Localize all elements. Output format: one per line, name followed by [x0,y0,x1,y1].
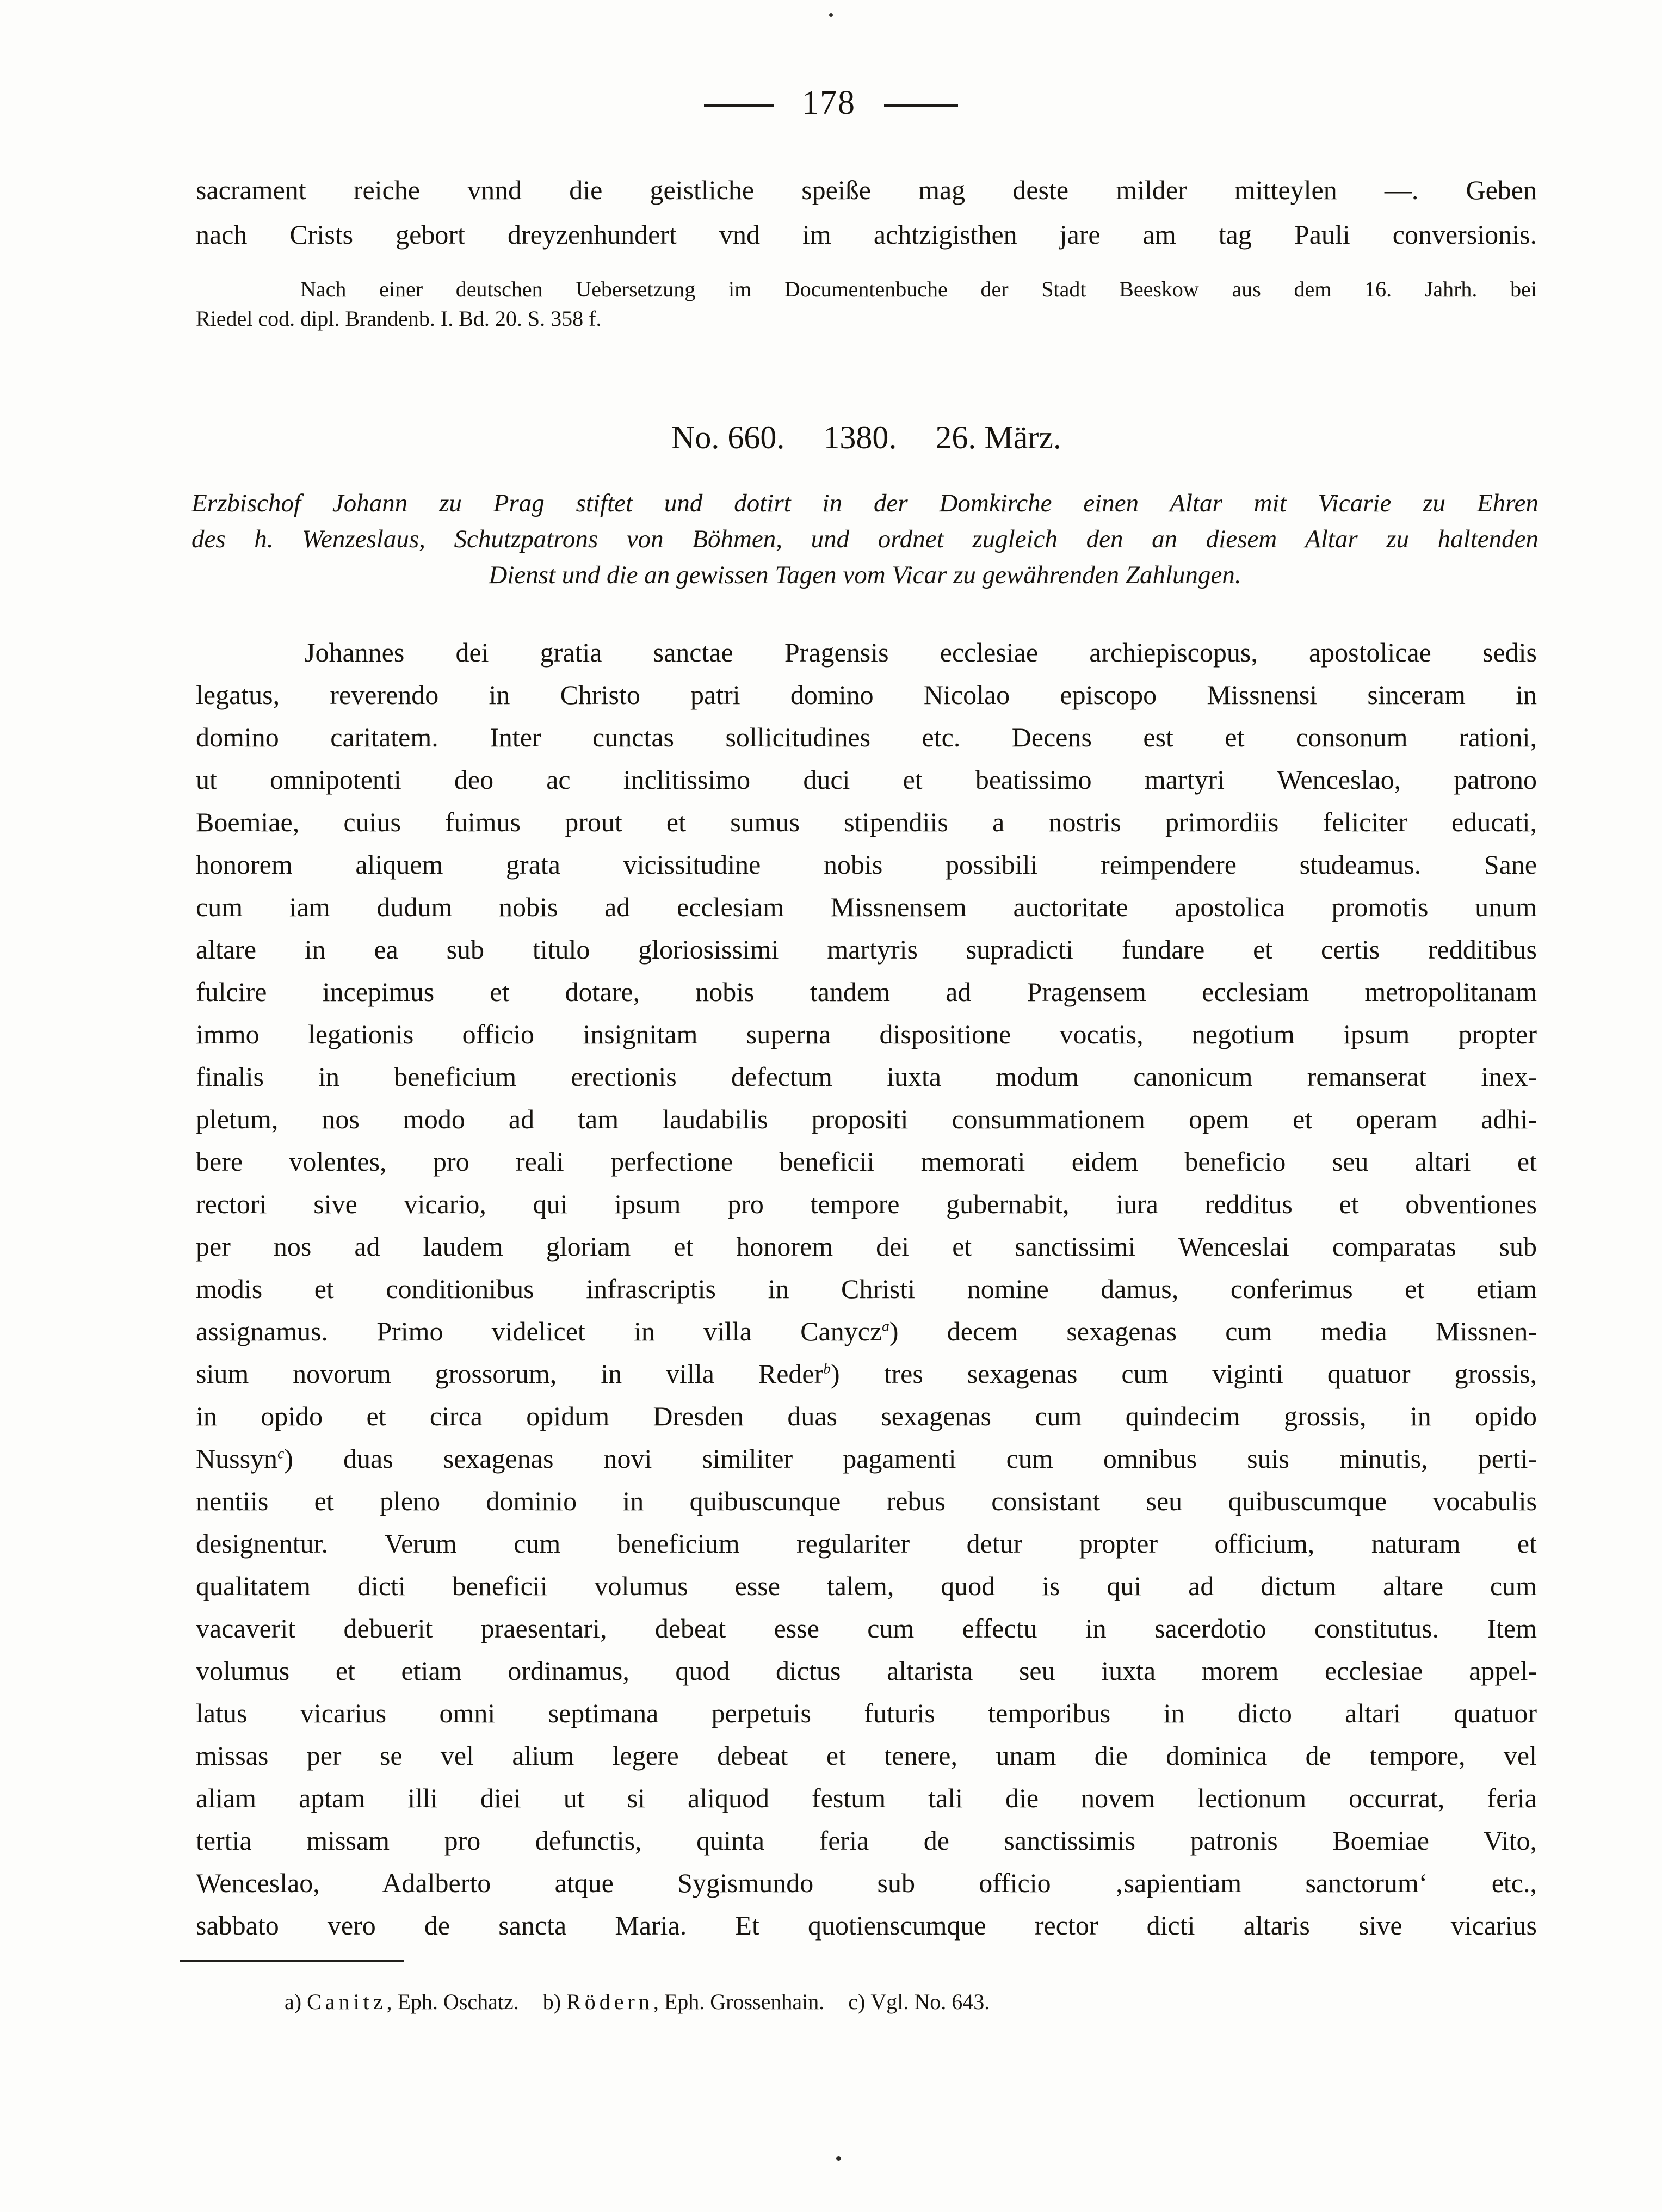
text-line: pletum, nos modo ad tam laudabilis propositi consummationem opem et operam adhi- [196,1104,1537,1134]
source-citation-note [196,275,1537,333]
text-line: Riedel cod. dipl. Brandenb. I. Bd. 20. S. 358 f. [196,306,602,331]
text-line: Nussyn$^c$) duas sexagenas novi similiter pagamenti cum omnibus suis minutis, perti- [196,1443,1537,1474]
footnote-item [285,1989,519,2014]
text-line: ut omnipotenti deo ac inclitissimo duci et beatissimo martyri Wenceslao, patrono [196,764,1537,795]
footnote-place-name: Rödern [566,1989,653,2014]
text-line: sium novorum grossorum, in villa Reder$^b$) tres sexagenas cum viginti quatuor grossis, [196,1358,1537,1389]
document-summary-regest [191,485,1539,593]
text-line: altare in ea sub titulo gloriosissimi martyris supradicti fundare et certis redditibus [196,934,1537,965]
text-line: aliam aptam illi diei ut si aliquod festum tali die novem lectionum occurrat, feria [196,1783,1537,1813]
text-line: nach Crists gebort dreyzenhundert vnd im achtzigisthen jare am tag Pauli conversionis. [196,219,1537,250]
scan-artifact-dot [829,13,833,17]
footnote-reference-mark: b [823,1360,831,1377]
text-line: Nach einer deutschen Uebersetzung im Documentenbuche der Stadt Beeskow aus dem 16. Jahrh. bei [300,277,1537,301]
text-line: cum iam dudum nobis ad ecclesiam Missnensem auctoritate apostolica promotis unum [196,892,1537,922]
document-body-text [196,631,1537,1947]
text-line: sacrament reiche vnnd die geistliche speiße mag deste milder mitteylen —. Geben [196,175,1537,205]
text-line: domino caritatem. Inter cunctas sollicitudines etc. Decens est et consonum rationi, [196,722,1537,752]
text-line: qualitatem dicti beneficii volumus esse talem, quod is qui ad dictum altare cum [196,1571,1537,1601]
text-line: vacaverit debuerit praesentari, debeat esse cum effectu in sacerdotio constitutus. Item [196,1613,1537,1643]
text-line: des h. Wenzeslaus, Schutzpatrons von Böhmen, und ordnet zugleich den an diesem Altar zu haltenden [191,525,1539,553]
text-line: Boemiae, cuius fuimus prout et sumus stipendiis a nostris primordiis feliciter educati, [196,807,1537,837]
footnote-text: , Eph. Oschatz. [386,1989,519,2014]
text-line: finalis in beneficium erectionis defectum iuxta modum canonicum remanserat inex- [196,1061,1537,1092]
text-line: legatus, reverendo in Christo patri domino Nicolao episcopo Missnensi sinceram in [196,679,1537,710]
text-line: rectori sive vicario, qui ipsum pro tempore gubernabit, iura redditus et obventiones [196,1189,1537,1219]
footnote-item [543,1989,825,2014]
text-line: modis et conditionibus infrascriptis in Christi nomine damus, conferimus et etiam [196,1274,1537,1304]
page-number: 178 [802,84,856,121]
footnote-marker: a) [285,1989,302,2014]
text-line: Erzbischof Johann zu Prag stiftet und dotirt in der Domkirche einen Altar mit Vicarie zu Ehren [191,489,1539,517]
text-line: bere volentes, pro reali perfectione beneficii memorati eidem beneficio seu altari et [196,1146,1537,1177]
text-line: missas per se vel alium legere debeat et tenere, unam die dominica de tempore, vel [196,1740,1537,1771]
footnote-text: , Eph. Grossenhain. [653,1989,825,2014]
footnote-reference-mark: c [277,1444,285,1462]
footnote-reference-mark: a [882,1317,889,1334]
footnote-text: Vgl. No. 643. [870,1989,990,2014]
text-line: nentiis et pleno dominio in quibuscunque rebus consistant seu quibuscumque vocabulis [196,1486,1537,1516]
text-line: volumus et etiam ordinamus, quod dictus altarista seu iuxta morem ecclesiae appel- [196,1655,1537,1686]
document-date: 26. März. [935,419,1061,455]
text-line: latus vicarius omni septimana perpetuis futuris temporibus in dicto altari quatuor [196,1698,1537,1728]
page-number-header [0,86,1662,120]
text-line: in opido et circa opidum Dresden duas sexagenas cum quindecim grossis, in opido [196,1401,1537,1431]
footnote-separator-rule [180,1960,404,1962]
text-line: assignamus. Primo videlicet in villa Canycz$^a$) decem sexagenas cum media Missnen- [196,1316,1537,1346]
text-line: Johannes dei gratia sanctae Pragensis ecclesiae archiepiscopus, apostolicae sedis [305,637,1537,668]
scan-artifact-dot [836,2156,841,2161]
text-line: fulcire incepimus et dotare, nobis tandem ad Pragensem ecclesiam metropolitanam [196,977,1537,1007]
document-number: No. 660. [671,419,785,455]
page-number-rule-right [884,104,958,107]
page-number-rule-left [704,104,774,107]
text-line: sabbato vero de sancta Maria. Et quotienscumque rector dicti altaris sive vicarius [196,1910,1537,1941]
footnotes [285,1988,990,2016]
previous-document-closing-paragraph [196,168,1537,257]
footnote-marker: c) [848,1989,866,2014]
text-line: Dienst und die an gewissen Tagen vom Vicar zu gewährenden Zahlungen. [489,561,1241,589]
footnote-item [848,1989,990,2014]
text-line: per nos ad laudem gloriam et honorem dei et sanctissimi Wenceslai comparatas sub [196,1231,1537,1262]
text-line: Wenceslao, Adalberto atque Sygismundo sub officio ‚sapientiam sanctorum‘ etc., [196,1868,1537,1898]
text-line: immo legationis officio insignitam superna dispositione vocatis, negotium ipsum propter [196,1019,1537,1049]
text-line: honorem aliquem grata vicissitudine nobis possibili reimpendere studeamus. Sane [196,849,1537,880]
text-line: designentur. Verum cum beneficium regulariter detur propter officium, naturam et [196,1528,1537,1559]
footnote-place-name: Canitz [307,1989,387,2014]
text-line: tertia missam pro defunctis, quinta feria de sanctissimis patronis Boemiae Vito, [196,1825,1537,1856]
document-year: 1380. [823,419,897,455]
footnote-marker: b) [542,1989,561,2014]
document-heading [196,418,1537,457]
